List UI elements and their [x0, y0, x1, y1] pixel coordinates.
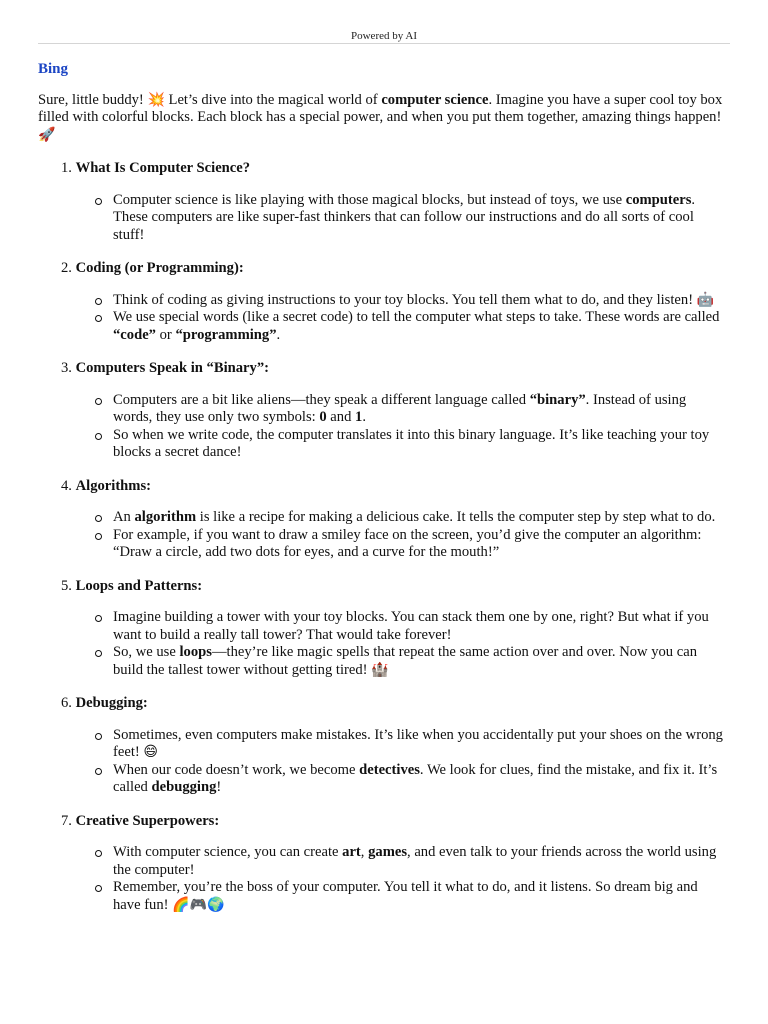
sender-name: Bing [38, 61, 69, 77]
section-title [38, 360, 728, 378]
text-run: An [113, 509, 135, 525]
text-run: . [362, 409, 366, 425]
emoji-icon: 💥 [147, 91, 165, 108]
section-item [38, 578, 728, 680]
section-item [38, 360, 728, 462]
list-item [113, 762, 728, 797]
section-number: 1. [61, 160, 76, 176]
list-item [113, 427, 728, 462]
list-item [113, 644, 728, 679]
section-heading: Creative Superpowers: [75, 812, 220, 829]
section-number: 5. [61, 577, 76, 594]
text-run: and [326, 409, 356, 425]
list-item [113, 192, 728, 245]
text-run: With computer science, you can create [113, 844, 343, 860]
bold-text: 0 [319, 409, 327, 425]
text-run: Computers are a bit like aliens—they speak a different language called [113, 391, 530, 408]
text-run: Remember, you’re the boss of your computer. You tell it what to do, and it listens. So dream big and have fun! [113, 879, 698, 913]
bullet-list [38, 609, 728, 679]
section-item [38, 695, 728, 797]
bold-text: computers [625, 191, 692, 208]
bullet-list [38, 727, 728, 797]
emoji-icon: 🌈🎮🌍 [172, 896, 225, 913]
text-run: Let’s dive into the magical world of [164, 91, 382, 108]
text-run: . These computers are like super-fast thinkers that can follow our instructions and do all sorts of cool stuff! [113, 191, 696, 243]
emoji-icon: 🚀 [38, 126, 56, 143]
chat-message [38, 61, 728, 914]
text-run: So, we use [113, 644, 180, 660]
list-item [113, 879, 728, 914]
bullet-list [38, 192, 728, 245]
section-title [38, 813, 728, 831]
section-item [38, 478, 728, 562]
bold-text: “programming” [175, 326, 277, 343]
bullet-list [38, 509, 728, 562]
text-run: When our code doesn’t work, we become [113, 761, 360, 778]
text-run: So when we write code, the computer translates it into this binary language. It’s like teaching your toy blocks a secret dance! [113, 426, 710, 460]
section-heading: Computers Speak in “Binary”: [75, 360, 269, 376]
section-title [38, 578, 728, 596]
text-run: Imagine building a tower with your toy blocks. You can stack them one by one, right? But what if you want to build a really tall tower? That would take forever! [113, 609, 709, 643]
text-run: ! [216, 779, 222, 795]
bold-text: debugging [151, 779, 217, 795]
section-item [38, 260, 728, 344]
section-heading: Coding (or Programming): [75, 260, 244, 276]
list-item [113, 609, 728, 644]
list-item [113, 844, 728, 879]
section-heading: What Is Computer Science? [75, 160, 251, 176]
list-item [113, 527, 728, 562]
section-list [38, 160, 728, 914]
text-run: Sometimes, even computers make mistakes. It’s like when you accidentally put your shoes on the wrong feet! [113, 726, 723, 760]
bold-text: algorithm [134, 509, 197, 525]
list-item [113, 309, 728, 344]
text-run: Think of coding as giving instructions to your toy blocks. You tell them what to do, and they listen! [113, 291, 697, 308]
section-item [38, 813, 728, 915]
section-number: 4. [61, 477, 76, 494]
text-run: or [155, 326, 176, 343]
text-run: Sure, little buddy! [38, 91, 148, 108]
bold-text: games [368, 844, 408, 860]
text-run: . Instead of using words, they use only two symbols: [113, 391, 687, 425]
section-title [38, 695, 728, 713]
bold-text: loops [179, 644, 212, 660]
text-run: —they’re like magic spells that repeat the same action over and over. Now you can build the tallest tower without getting tired! [113, 644, 698, 678]
bold-text: “code” [113, 326, 156, 343]
text-run: . [276, 326, 281, 343]
text-run: . We look for clues, find the mistake, and fix it. It’s called [113, 761, 718, 795]
text-run: For example, if you want to draw a smiley face on the screen, you’d give the computer an algorithm: “Draw a circle, add two dots for eyes, and a curve for the mouth!” [113, 526, 702, 560]
bold-text: “binary” [529, 391, 586, 408]
emoji-icon: 🤖 [696, 291, 715, 308]
intro-paragraph [38, 92, 728, 145]
text-run: , [360, 844, 369, 860]
list-item [113, 392, 728, 427]
text-run: We use special words (like a secret code) to tell the computer what steps to take. These words are called [113, 309, 720, 325]
emoji-icon: 😄 [143, 744, 158, 760]
bullet-list [38, 392, 728, 462]
text-run: Computer science is like playing with those magical blocks, but instead of toys, we use [113, 191, 626, 208]
section-number: 3. [61, 360, 76, 376]
bold-text: 1 [355, 409, 363, 425]
section-title [38, 260, 728, 278]
section-item [38, 160, 728, 244]
bold-text: computer science [381, 91, 489, 108]
section-number: 6. [61, 695, 76, 711]
list-item [113, 509, 728, 527]
bold-text: art [342, 844, 361, 860]
text-run: . Imagine you have a super cool toy box filled with colorful blocks. Each block has a special power, and when you put them together, amazing things happen! [38, 91, 723, 125]
text-run: is like a recipe for making a delicious cake. It tells the computer step by step what to do. [196, 509, 716, 525]
section-heading: Algorithms: [75, 477, 151, 494]
list-item [113, 727, 728, 762]
list-item [113, 292, 728, 310]
section-number: 7. [61, 812, 76, 829]
section-number: 2. [61, 260, 76, 276]
powered-by-header: Powered by AI [351, 30, 417, 42]
section-title [38, 160, 728, 178]
bullet-list [38, 844, 728, 914]
section-title [38, 478, 728, 496]
bold-text: detectives [359, 761, 420, 778]
emoji-icon: 🏰 [371, 661, 389, 678]
section-heading: Debugging: [75, 695, 148, 711]
text-run: , and even talk to your friends across the world using the computer! [113, 844, 717, 878]
bullet-list [38, 292, 728, 345]
section-heading: Loops and Patterns: [75, 577, 203, 594]
